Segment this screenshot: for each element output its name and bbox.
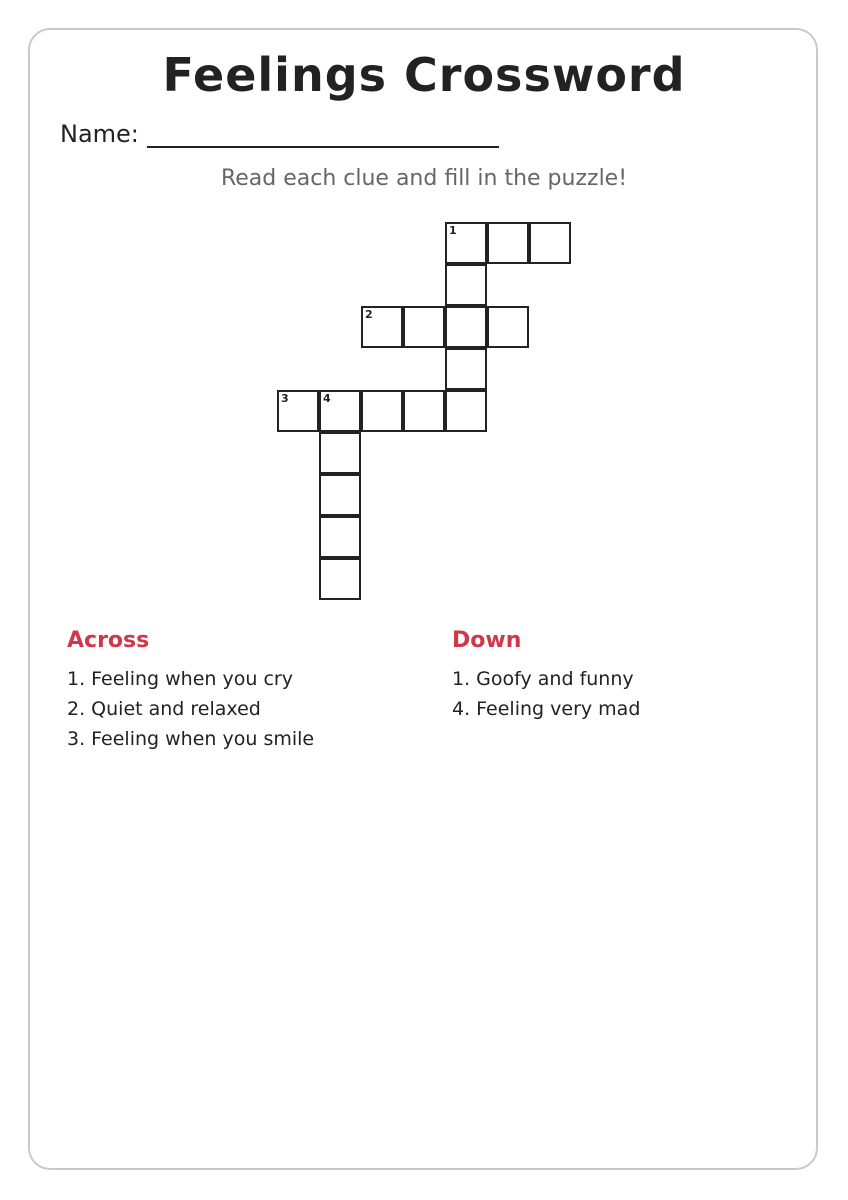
grid-cell[interactable] [361, 306, 403, 348]
clue-item: 4. Feeling very mad [452, 698, 641, 720]
grid-cell[interactable] [445, 390, 487, 432]
grid-cell[interactable] [319, 474, 361, 516]
name-row [60, 118, 499, 148]
grid-cell[interactable] [529, 222, 571, 264]
clue-item: 2. Quiet and relaxed [67, 698, 261, 720]
name-label: Name: [60, 120, 139, 148]
clue-item: 3. Feeling when you smile [67, 728, 315, 750]
across-heading: Across [67, 628, 150, 653]
grid-cell[interactable] [361, 390, 403, 432]
down-clues [452, 628, 640, 724]
grid-cell[interactable] [445, 264, 487, 306]
name-input-line[interactable] [147, 118, 499, 148]
down-heading: Down [452, 628, 522, 653]
clue-item: 1. Feeling when you cry [67, 668, 293, 690]
clue-number: 4 [323, 392, 331, 405]
grid-cell[interactable] [319, 390, 361, 432]
grid-cell[interactable] [403, 306, 445, 348]
grid-cell[interactable] [445, 306, 487, 348]
grid-cell[interactable] [487, 306, 529, 348]
clue-number: 3 [281, 392, 289, 405]
clue-item: 1. Goofy and funny [452, 668, 634, 690]
page-frame [28, 28, 818, 1170]
clue-number: 1 [449, 224, 457, 237]
grid-cell[interactable] [319, 432, 361, 474]
grid-cell[interactable] [445, 222, 487, 264]
instructions: Read each clue and fill in the puzzle! [220, 166, 628, 191]
across-clues [67, 628, 314, 754]
clue-number: 2 [365, 308, 373, 321]
grid-cell[interactable] [319, 516, 361, 558]
grid-cell[interactable] [319, 558, 361, 600]
page-title: Feelings Crossword [162, 48, 686, 102]
grid-cell[interactable] [445, 348, 487, 390]
grid-cell[interactable] [277, 390, 319, 432]
grid-cell[interactable] [403, 390, 445, 432]
grid-cell[interactable] [487, 222, 529, 264]
